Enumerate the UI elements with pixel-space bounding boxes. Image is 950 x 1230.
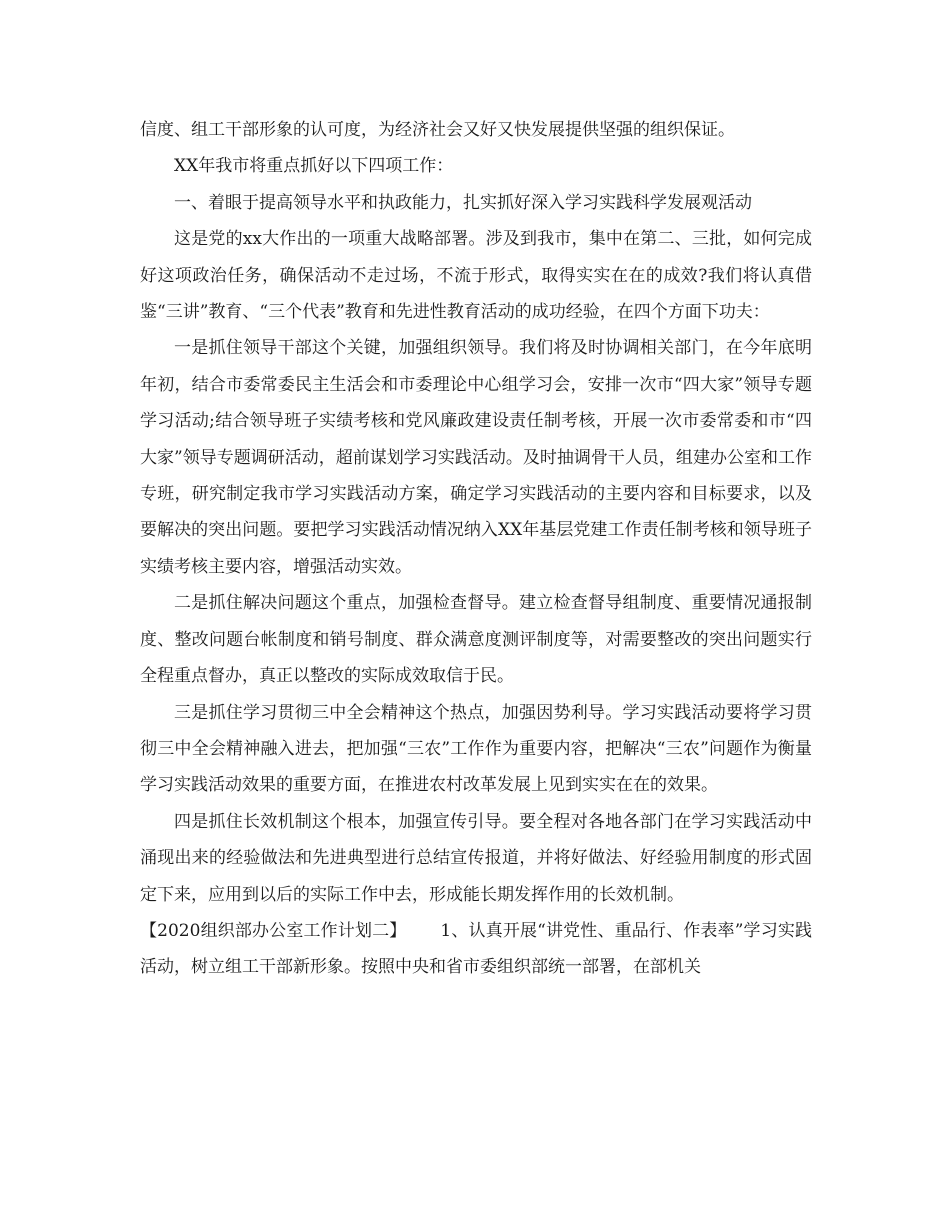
paragraph-6: 二是抓住解决问题这个重点，加强检查督导。建立检查督导组制度、重要情况通报制度、整改问题台帐制度和销号制度、群众满意度测评制度等，对需要整改的突出问题实行全程重点督办，真正以整改的实际成效取信于民。	[140, 593, 812, 687]
section-paragraph	[140, 913, 812, 986]
paragraph-5: 一是抓住领导干部这个关键，加强组织领导。我们将及时协调相关部门，在今年底明年初，结合市委常委民主生活会和市委理论中心组学习会，安排一次市“四大家”领导专题学习活动;结合领导班子实绩考核和党风廉政建设责任制考核，开展一次市委常委和市“四大家”领导专题调研活动，超前谋划学习实践活动。及时抽调骨干人员，组建办公室和工作专班，研究制定我市学习实践活动方案，确定学习实践活动的主要内容和目标要求，以及要解决的突出问题。要把学习实践活动情况纳入XX年基层党建工作责任制考核和领导班子实绩考核主要内容，增强活动实效。	[140, 338, 812, 577]
paragraph-1: 信度、组工干部形象的认可度，为经济社会又好又快发展提供坚强的组织保证。	[140, 120, 735, 140]
paragraph-8: 四是抓住长效机制这个根本，加强宣传引导。要全程对各地各部门在学习实践活动中涌现出来的经验做法和先进典型进行总结宣传报道，并将好做法、好经验用制度的形式固定下来，应用到以后的实际工作中去，形成能长期发挥作用的长效机制。	[140, 811, 812, 905]
paragraph-4: 这是党的xx大作出的一项重大战略部署。涉及到我市，集中在第二、三批，如何完成好这项政治任务，确保活动不走过场，不流于形式，取得实实在在的成效?我们将认真借鉴“三讲”教育、“三个代表”教育和先进性教育活动的成功经验，在四个方面下功夫：	[140, 229, 812, 323]
paragraph-2: XX年我市将重点抓好以下四项工作：	[174, 156, 454, 177]
paragraph-3-heading: 一、着眼于提高领导水平和执政能力，扎实抓好深入学习实践科学发展观活动	[174, 192, 752, 213]
section-heading: 【2020组织部办公室工作计划二】	[140, 920, 407, 941]
paragraph-7: 三是抓住学习贯彻三中全会精神这个热点，加强因势利导。学习实践活动要将学习贯彻三中全会精神融入进去，把加强“三农”工作作为重要内容，把解决“三农”问题作为衡量学习实践活动效果的重要方面，在推进农村改革发展上见到实实在在的效果。	[140, 702, 812, 796]
section-text: 1、认真开展“讲党性、重品行、作表率”学习实践活动，树立组工干部新形象。按照中央和省市委组织部统一部署，在部机关	[140, 920, 812, 978]
document-body	[140, 112, 812, 986]
